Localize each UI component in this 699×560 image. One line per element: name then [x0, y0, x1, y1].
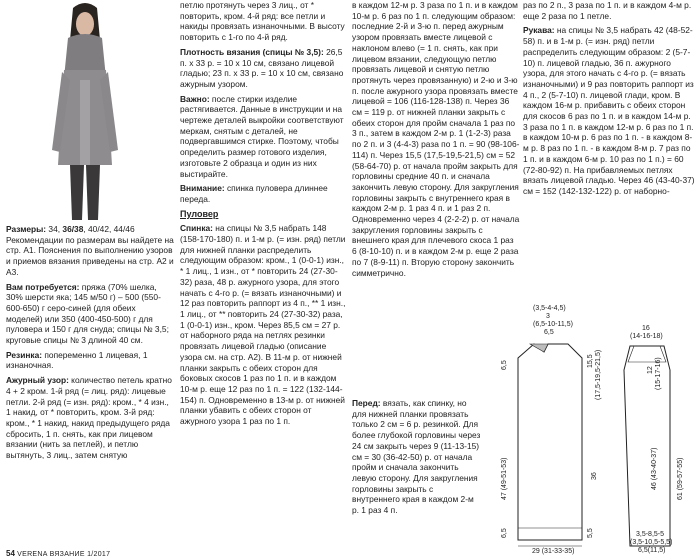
back-continued: в каждом 12-м р. 3 раза по 1 п. и в каждом 10-м р. 6 раз по 1 п. следующим образом: последние 2-й и 3-ю п. перед ажурным узором провязать вместе лицевой с наклоном влево (= 1 п. снять, как при лицевом вязании, следующую петлю провязать лицевой и снятую петлю протянуть через провязанную) и 2-ю и 3-ю п. после ажурного узора провязать вместе лицевой = 106 (116-128-138) п. Через 36 см = 119 р. от нижней планки закрыть с обеих сторон для пройм сначала 1 раз по 3 п., затем в каждом 2-м р. 1 (1-2-3) раза по 2 п. и 3 (4-4-3) раза по 1 п. = 90 (98-106-114) п. Через 15,5 (17,5-19,5-21,5) см = 52 (58-64-70) р. от начала пройм закрыть для горловины средние 40 п. и сначала закончить левую сторону. Для закругления горловины закрыть с внутреннего края в каждом 2-м р. 1 раз 4 п. и 1 раз 2 п. Одновременно через 4 (2-2-2) р. от начала закругления горловины закрыть с внешнего края для плечевого скоса 1 раз 6 (8-10-10) п. и в каждом 2-м р. еще 2 раза по 7 (8-9-11) п. Вторую сторону закончить симметрично. — [352, 0, 520, 278]
sleeve-text: на спицы № 3,5 набрать 42 (48-52-58) п. и в 1-м р. (= изн. ряд) петли распределить следующим образом: 2 (5-7-10) п. лицевой гладью, 36 п. ажурного узора, для этого начать с 4-го р. (= вязать изнаночными) и 9 раз повторить раппорт из 4 п., 2 (5-7-10) п. лицевой глади, кром. В каждом 16-м р. прибавить с обеих сторон для скосов 6 раз по 1 п. и в каждом 14-м р. 3 раза по 1 п. в каждом 12-м р. 6 раз по 1 п. в каждом 10-м р. 6 раз по 1 п. - в каждом 8-м р. 8 раз по 1 п. - в каждом 8-м р. 7 раз по 1 п. и в каждом 6-м р. 10 раз по 1 п.) = 60 (72-80-92) п. На прибавляемых петлях вязать лицевой гладью. Через 46 (43-40-37) см = 152 (142-132-122) р. от наборно- — [523, 25, 695, 196]
back-label: Спинка: — [180, 223, 213, 234]
front-instructions — [352, 398, 482, 548]
magazine-name: VERENA ВЯЗАНИЕ 1/2017 — [17, 551, 111, 558]
instructions-column-2 — [180, 0, 348, 545]
pattern-schematic — [478, 300, 699, 555]
sleeve-schematic — [624, 325, 684, 554]
front-continued: раз по 2 п., 3 раза по 1 п. и в каждом 4-м р. еще 2 раза по 1 петле. — [523, 0, 692, 21]
body-top-a: (3,5-4-4,5) — [533, 305, 566, 312]
front-label: Перед: — [352, 398, 381, 408]
back-text: на спицы № 3,5 набрать 148 (158-170-180) п. и 1-м р. (= изн. ряд) петли для нижней планки распределить следующим образом: кром., 1 (0-0-1) изн., * 1 лиц., 1 изн., от * повторить 24 (27-30-32) раза, 48 р. ажурного узора, для этого начать с 4-го р. (= вязать изнаночными) и 12 раз повторить раппорт из 4 п., ** 1 изн., 1 лиц., от ** повторить 24 (27-30-32) раза, 1 (0-0-1) изн., кром. Через 85,5 см = 27 р. от наборного ряда на петлях резинки провязать лицевой гладью (описание узора см. на стр. А2). В 11-м р. от нижней планки закрыть с обеих сторон для боковых скосов 1 раз по 1 п. и в каждом 10-м р. еще 12 раз по 1 п. = 122 (132-144-154) п. Одновременно в 13-м р. от нижней планки убавить с обеих сторон от ажурного узора 1 раз по 1 п. — [180, 223, 346, 427]
lace-text: количество петель кратно 4 + 2 кром. 1-й ряд (= лиц. ряд): лицевые петли. 2-й ряд (= изн. ряд): кром., * 4 изн., 1 накид, от * повторить, кром. 3-й ряд: кром., * 1 накид, накид предыдущего ряда сбросить, 1 п. снять, как при лицевом вязании (нить за петлей), и петлю вытянуть, 3 лиц., затем снятую — [6, 375, 172, 461]
sleeve-top-alt: (14-16-18) — [630, 333, 663, 340]
sizes-note: Рекомендации по размерам вы найдете на стр. А1. Пояснения по выполнению узоров и приемов вязания приведены на стр. А2 и А3. — [6, 234, 174, 277]
body-mid-c: 36 — [591, 472, 598, 480]
sleeve-bottom-b: (3,5-10,5-5,5) — [630, 539, 673, 546]
sleeve-bottom-a: 3,5-8,5-5 — [636, 531, 665, 538]
page-footer — [6, 549, 110, 558]
body-right-a: 5,5 — [587, 528, 594, 538]
body-left-c: 6,5 — [501, 528, 508, 538]
instructions-column-4 — [523, 0, 695, 300]
sizes-bold: 36/38 — [62, 224, 84, 234]
sleeve-left-c: 46 (43-40-37) — [651, 447, 658, 490]
body-left-a: 6,5 — [501, 360, 508, 370]
rib-label: Резинка: — [6, 349, 43, 360]
important-text: после стирки изделие растягивается. Данные в инструкции и на чертеже деталей выкройки соответствуют меркам, снятым с деталей, не подвергавшимся стирке. Поэтому, чтобы определить размер готового изделия, изготовьте 2 образца и один из них выстирайте. — [180, 93, 344, 179]
page-number: 54 — [6, 549, 15, 558]
attention-text: спинка пуловера длиннее переда. — [180, 183, 328, 204]
body-left-b: 47 (49-51-53) — [501, 457, 508, 500]
materials-column — [6, 224, 174, 550]
lace-label: Ажурный узор: — [6, 375, 69, 386]
sleeve-left-b: (15-17-16) — [655, 357, 662, 390]
rib-text: попеременно 1 лицевая, 1 изнаночная. — [6, 349, 148, 371]
body-top-d: 6,5 — [544, 329, 554, 336]
density-label: Плотность вязания (спицы № 3,5): — [180, 46, 324, 57]
sleeve-label: Рукава: — [523, 25, 555, 36]
density-text: 26,5 п. х 33 р. = 10 х 10 см, связано лицевой гладью; 23 п. х 33 р. = 10 х 10 см, связано ажурным узором. — [180, 46, 344, 89]
body-schematic — [501, 305, 602, 555]
lace-continued: петлю протянуть через 3 лиц., от * повторить, кром. 4-й ряд: все петли и накиды провязать изнаночными. В высоту повторить с 1-го по 4-й ряд. — [180, 0, 345, 43]
body-top-b: 3 — [546, 313, 550, 320]
important-label: Важно: — [180, 93, 210, 104]
materials-label: Вам потребуется: — [6, 281, 80, 292]
sizes-value: 34, — [46, 224, 63, 234]
body-width-label: 29 (31-33-35) — [532, 548, 575, 555]
front-text: вязать, как спинку, но для нижней планки провязать только 2 см = 6 р. резинкой. Для более глубокой горловины через 24 см закрыть через 9 (11-13-15) см = 30 (36-42-50) р. от начала пройм и сначала закончить левую сторону. Для закругления горловины закрыть с внутреннего края в каждом 2-м р. 1 раз 4 п. — [352, 398, 481, 516]
body-top-c: (6,5-10-11,5) — [533, 321, 573, 328]
body-mid-b: (17,5-19,5-21,5) — [595, 349, 602, 400]
sizes-rest: , 40/42, 44/46 — [83, 224, 135, 234]
sleeve-left-a: 12 — [647, 366, 654, 374]
sleeve-bottom-c: 6,5(11,5) — [638, 547, 666, 554]
sleeve-top: 16 — [642, 325, 650, 332]
pullover-heading: Пуловер — [180, 208, 219, 219]
sizes-label: Размеры: — [6, 224, 47, 234]
body-mid-a: 15,5 — [587, 354, 594, 368]
materials-text: пряжа (70% шелка, 30% шерсти яка; 145 м/50 г) – 500 (550-600-650) г серо-синей (для обеих моделей) или 350 (400-450-500) г для пуловера и 150 г для снуда; спицы № 3,5; круговые спицы № 3 длиной 40 см. — [6, 281, 169, 346]
sleeve-right: 61 (59-57-55) — [677, 457, 684, 500]
model-photo — [40, 0, 130, 222]
attention-label: Внимание: — [180, 183, 225, 194]
